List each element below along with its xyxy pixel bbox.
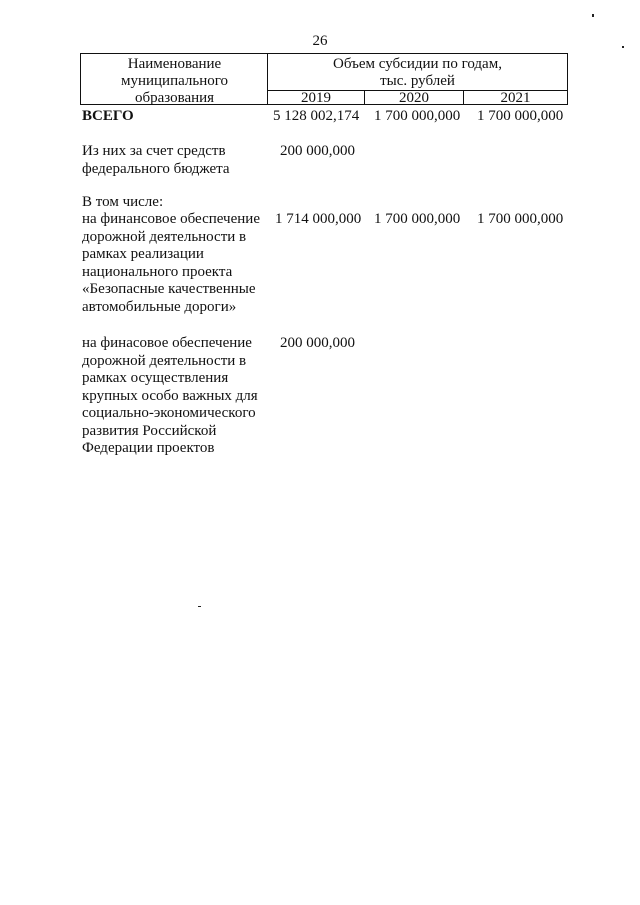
page-number: 26 [312,33,328,49]
header-name-label: Наименование муниципального образования [120,56,229,106]
scan-speck [622,46,624,48]
scan-speck [592,14,594,17]
row-total-2021: 1 700 000,000 [477,108,564,124]
row-including-intro: В том числе: [82,194,164,210]
row-federal-2019: 200 000,000 [280,143,355,159]
row-national-project-2020: 1 700 000,000 [374,211,461,227]
header-name-column [80,53,268,105]
row-total-2020: 1 700 000,000 [374,108,461,124]
row-major-projects-2019: 200 000,000 [280,335,355,351]
header-year-2021: 2021 [464,90,567,105]
row-total-2019: 5 128 002,174 [273,108,360,124]
header-year-2020: 2020 [365,90,464,105]
header-year-2019: 2019 [268,90,365,105]
row-major-projects-label: на финасовое обеспечение дорожной деятельности в рамках осуществления крупных особо важных для социально-экономического развития Российской Федерации проектов [82,335,258,456]
row-national-project-label: на финансовое обеспечение дорожной деятельности в рамках реализации национального проекта «Безопасные качественные автомобильные дороги» [82,211,260,315]
scan-speck [198,606,201,607]
row-federal-label: Из них за счет средств федерального бюджета [82,143,230,177]
row-total-label: ВСЕГО [82,108,134,124]
header-volume-label: Объем субсидии по годам, тыс. рублей [333,56,502,89]
header-volume-column [267,53,568,105]
row-national-project-2019: 1 714 000,000 [275,211,362,227]
row-national-project-2021: 1 700 000,000 [477,211,564,227]
